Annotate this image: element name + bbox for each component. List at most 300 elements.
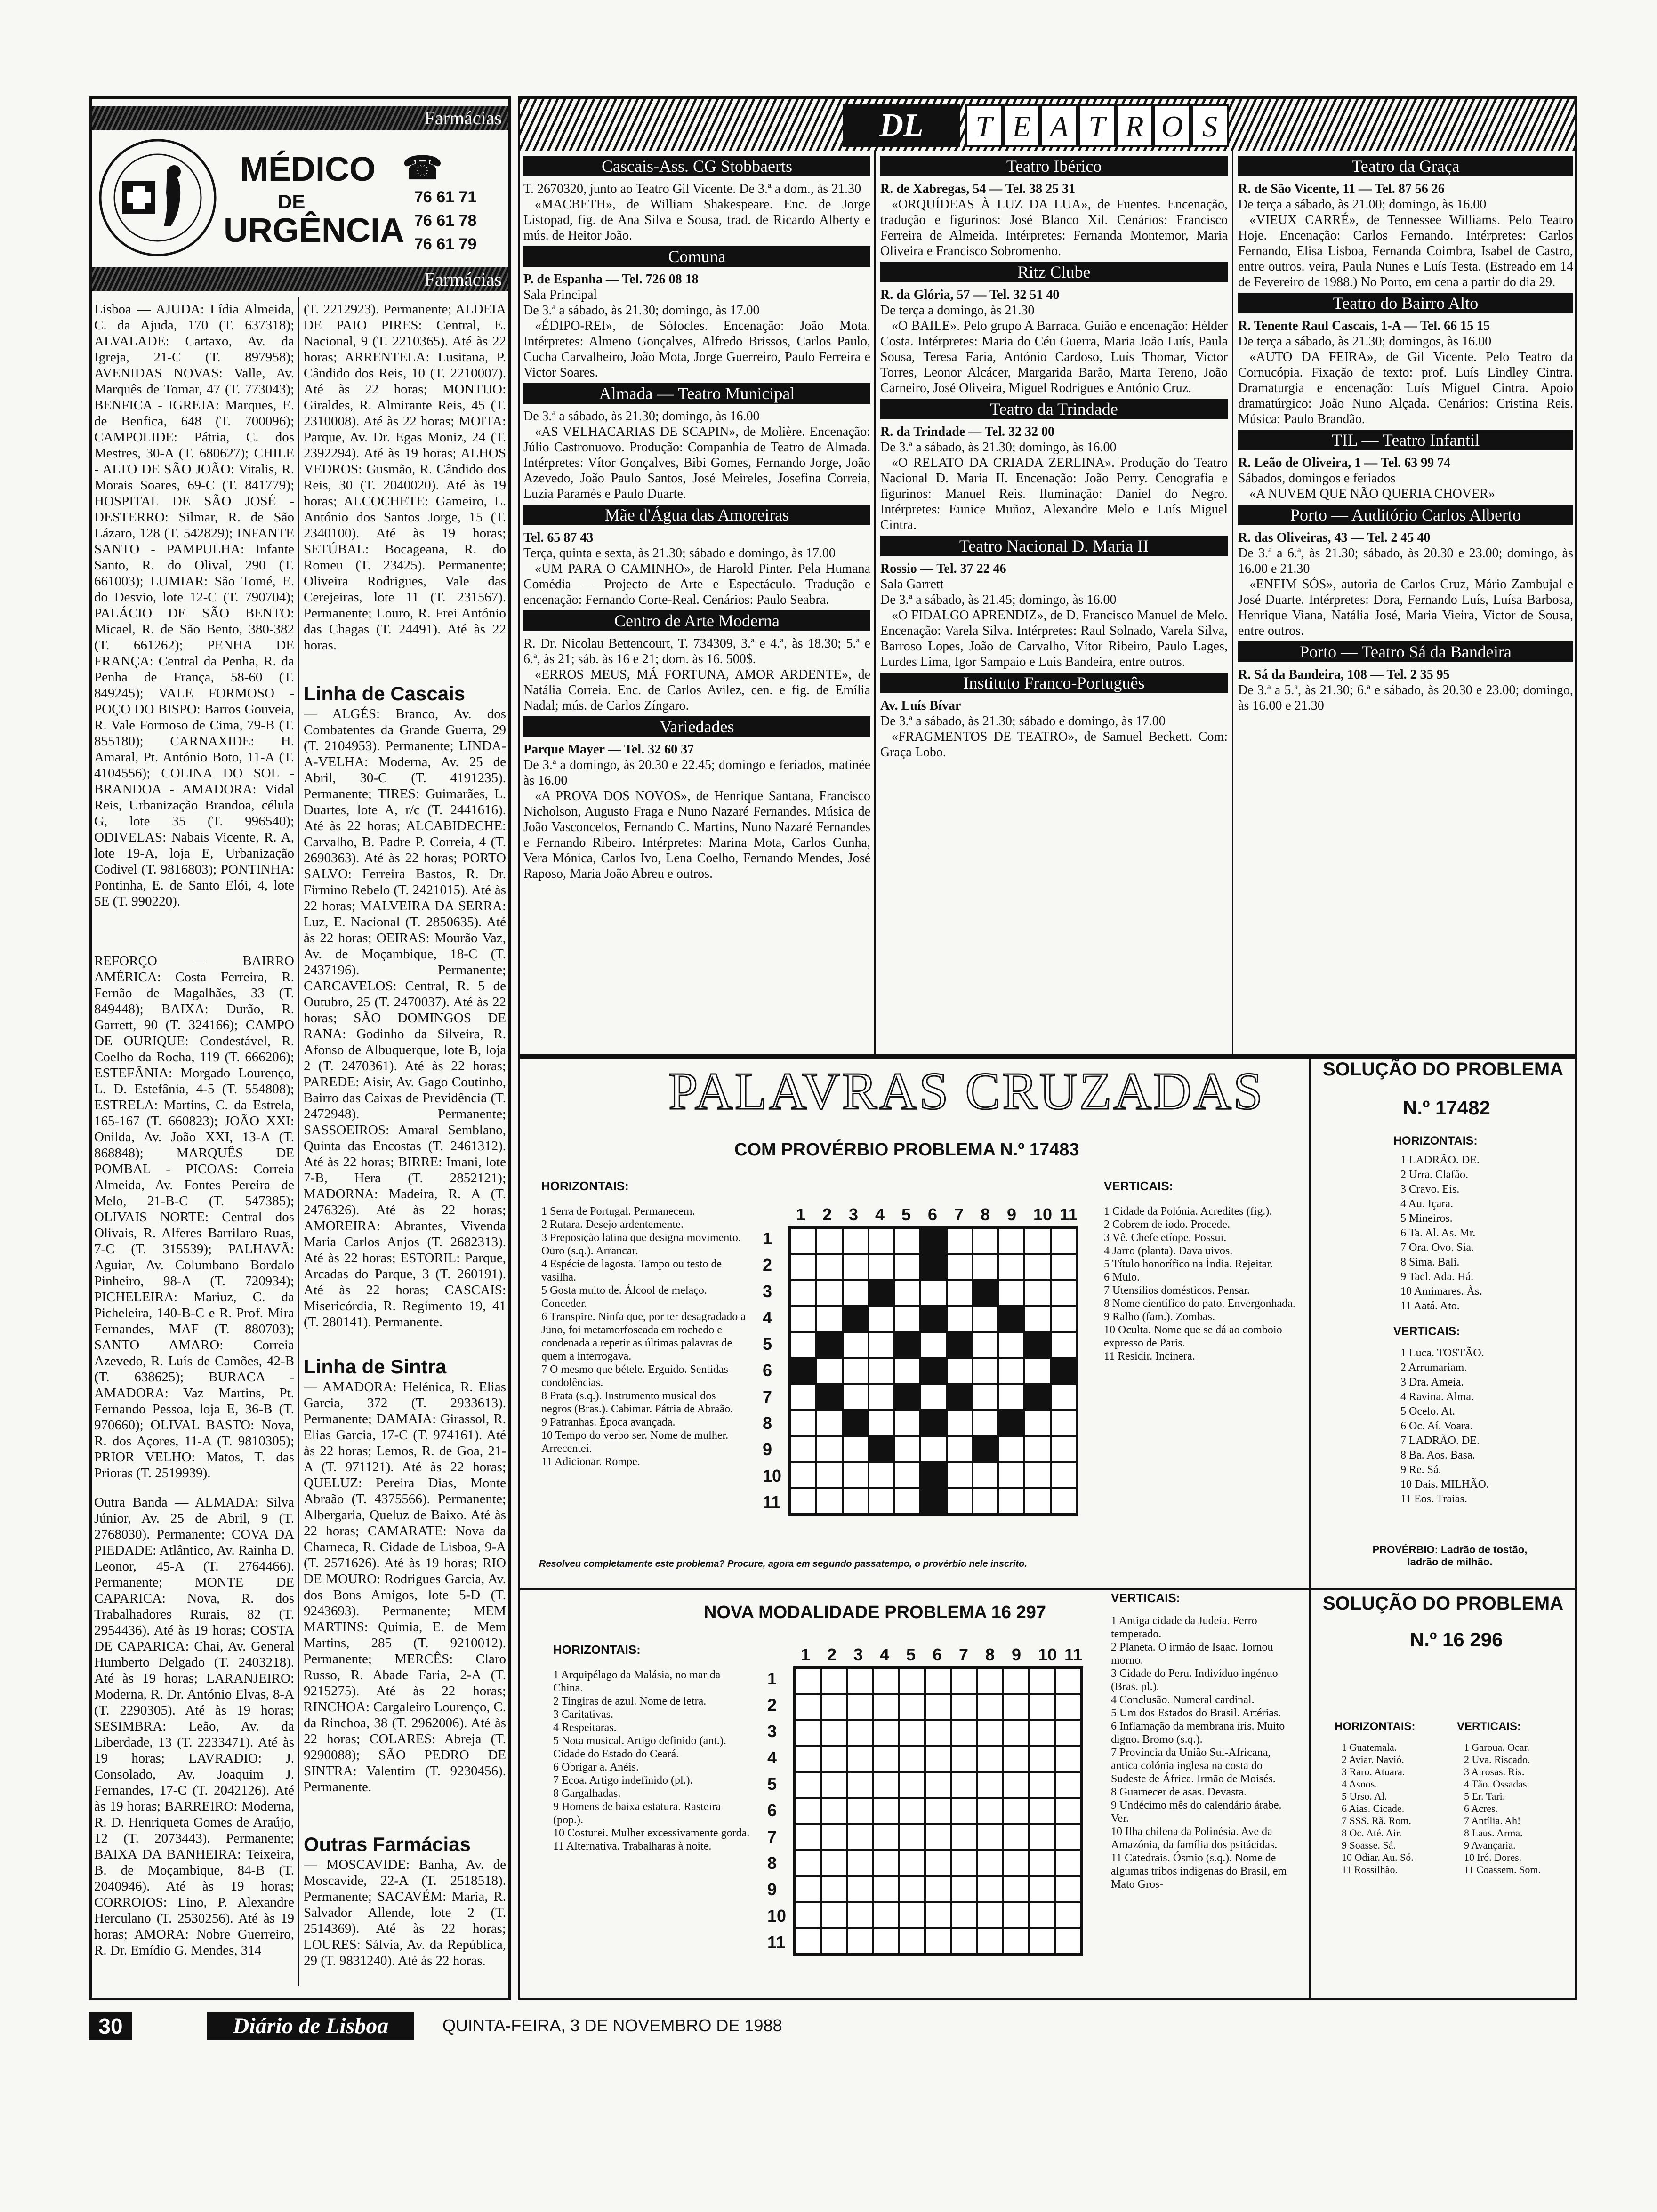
white-cell[interactable] xyxy=(899,1876,925,1902)
white-cell[interactable] xyxy=(1003,1850,1029,1876)
white-cell[interactable] xyxy=(1051,1410,1077,1436)
white-cell[interactable] xyxy=(973,1306,998,1332)
white-cell[interactable] xyxy=(951,1668,977,1694)
white-cell[interactable] xyxy=(869,1410,894,1436)
white-cell[interactable] xyxy=(947,1254,973,1280)
p1-horizontais-label: HORIZONTAIS: xyxy=(541,1179,629,1193)
white-cell[interactable] xyxy=(1003,1720,1029,1746)
farmacias-header-top: Farmácias xyxy=(92,106,508,130)
white-cell[interactable] xyxy=(847,1720,873,1746)
white-cell[interactable] xyxy=(821,1694,847,1720)
white-cell[interactable] xyxy=(1055,1928,1081,1954)
white-cell[interactable] xyxy=(951,1928,977,1954)
white-cell[interactable] xyxy=(790,1436,816,1462)
white-cell[interactable] xyxy=(973,1358,998,1384)
theatre-text: De 3.ª a 5.ª, às 21.30; 6.ª e sábado, às 20.30 e 23.00; domingo, às 16.00 e 21.30 xyxy=(1238,683,1573,713)
white-cell[interactable] xyxy=(1029,1694,1055,1720)
white-cell[interactable] xyxy=(951,1850,977,1876)
white-cell[interactable] xyxy=(998,1436,1024,1462)
clue: 1 Serra de Portugal. Permanecem. xyxy=(541,1205,695,1218)
solution-entry: 11 Rossilhão. xyxy=(1342,1864,1398,1875)
white-cell[interactable] xyxy=(821,1772,847,1798)
white-cell[interactable] xyxy=(1029,1798,1055,1824)
white-cell[interactable] xyxy=(1055,1850,1081,1876)
black-cell[interactable] xyxy=(920,1358,946,1384)
theatre-header: Mãe d'Água das Amoreiras xyxy=(523,505,870,525)
white-cell[interactable] xyxy=(925,1798,951,1824)
white-cell[interactable] xyxy=(869,1228,894,1254)
white-cell[interactable] xyxy=(1003,1876,1029,1902)
white-cell[interactable] xyxy=(843,1332,869,1358)
clue: 1 Arquipélago da Malásia, no mar da China. xyxy=(553,1669,721,1694)
white-cell[interactable] xyxy=(1003,1798,1029,1824)
white-cell[interactable] xyxy=(977,1720,1003,1746)
white-cell[interactable] xyxy=(847,1902,873,1928)
white-cell[interactable] xyxy=(1024,1488,1050,1514)
white-cell[interactable] xyxy=(998,1228,1024,1254)
white-cell[interactable] xyxy=(843,1254,869,1280)
white-cell[interactable] xyxy=(998,1384,1024,1410)
white-cell[interactable] xyxy=(843,1280,869,1306)
white-cell[interactable] xyxy=(795,1720,821,1746)
white-cell[interactable] xyxy=(873,1720,899,1746)
black-cell[interactable] xyxy=(920,1410,946,1436)
white-cell[interactable] xyxy=(795,1746,821,1772)
white-cell[interactable] xyxy=(821,1876,847,1902)
palavras-cruzadas-title: PALAVRAS CRUZADAS xyxy=(668,1062,1265,1121)
grid-column-number: 9 xyxy=(1012,1645,1022,1664)
theatre-address: R. da Trindade — Tel. 32 32 00 xyxy=(880,425,1055,439)
white-cell[interactable] xyxy=(790,1488,816,1514)
white-cell[interactable] xyxy=(1055,1798,1081,1824)
black-cell[interactable] xyxy=(894,1332,920,1358)
clue: 3 Cidade do Peru. Indivíduo ingénuo (Bras. pl.). xyxy=(1111,1667,1278,1693)
white-cell[interactable] xyxy=(977,1902,1003,1928)
theatre-text: T. 2670320, junto ao Teatro Gil Vicente. De 3.ª a dom., às 21.30 xyxy=(523,182,861,196)
white-cell[interactable] xyxy=(816,1228,842,1254)
white-cell[interactable] xyxy=(925,1824,951,1850)
white-cell[interactable] xyxy=(894,1436,920,1462)
white-cell[interactable] xyxy=(973,1384,998,1410)
white-cell[interactable] xyxy=(973,1254,998,1280)
white-cell[interactable] xyxy=(998,1254,1024,1280)
white-cell[interactable] xyxy=(847,1694,873,1720)
white-cell[interactable] xyxy=(873,1772,899,1798)
white-cell[interactable] xyxy=(925,1902,951,1928)
white-cell[interactable] xyxy=(1055,1694,1081,1720)
grid-column-number: 4 xyxy=(880,1645,890,1664)
theatre-address: Parque Mayer — Tel. 32 60 37 xyxy=(523,742,694,757)
clue: 3 Vê. Chefe etíope. Possui. xyxy=(1104,1232,1227,1244)
white-cell[interactable] xyxy=(1029,1668,1055,1694)
white-cell[interactable] xyxy=(973,1228,998,1254)
white-cell[interactable] xyxy=(899,1850,925,1876)
white-cell[interactable] xyxy=(795,1902,821,1928)
white-cell[interactable] xyxy=(873,1668,899,1694)
white-cell[interactable] xyxy=(1051,1306,1077,1332)
white-cell[interactable] xyxy=(790,1306,816,1332)
black-cell[interactable] xyxy=(973,1436,998,1462)
grid-column-number: 3 xyxy=(853,1645,863,1664)
theatre-text: Sala Garrett xyxy=(880,577,944,592)
p2-horizontais-list xyxy=(553,1668,751,1853)
white-cell[interactable] xyxy=(869,1462,894,1488)
white-cell[interactable] xyxy=(947,1228,973,1254)
white-cell[interactable] xyxy=(977,1668,1003,1694)
black-cell[interactable] xyxy=(816,1384,842,1410)
clue: 10 Tempo do verbo ser. Nome de mulher. Arrecenteí. xyxy=(541,1429,729,1455)
white-cell[interactable] xyxy=(790,1254,816,1280)
white-cell[interactable] xyxy=(1029,1876,1055,1902)
white-cell[interactable] xyxy=(947,1436,973,1462)
white-cell[interactable] xyxy=(869,1358,894,1384)
white-cell[interactable] xyxy=(947,1488,973,1514)
white-cell[interactable] xyxy=(977,1824,1003,1850)
white-cell[interactable] xyxy=(1003,1928,1029,1954)
white-cell[interactable] xyxy=(1029,1902,1055,1928)
white-cell[interactable] xyxy=(998,1358,1024,1384)
white-cell[interactable] xyxy=(873,1850,899,1876)
white-cell[interactable] xyxy=(821,1720,847,1746)
black-cell[interactable] xyxy=(920,1462,946,1488)
white-cell[interactable] xyxy=(894,1228,920,1254)
white-cell[interactable] xyxy=(977,1798,1003,1824)
white-cell[interactable] xyxy=(951,1824,977,1850)
white-cell[interactable] xyxy=(925,1928,951,1954)
white-cell[interactable] xyxy=(843,1384,869,1410)
white-cell[interactable] xyxy=(847,1798,873,1824)
theatre-header: Porto — Auditório Carlos Alberto xyxy=(1238,505,1573,525)
white-cell[interactable] xyxy=(1024,1306,1050,1332)
white-cell[interactable] xyxy=(920,1280,946,1306)
teatros-column-2 xyxy=(880,153,1228,1054)
white-cell[interactable] xyxy=(951,1902,977,1928)
white-cell[interactable] xyxy=(795,1876,821,1902)
white-cell[interactable] xyxy=(894,1280,920,1306)
white-cell[interactable] xyxy=(821,1798,847,1824)
theatre-text: De terça a sábado, às 21.00; domingo, às 16.00 xyxy=(1238,197,1487,212)
theatre-text: «ENFIM SÓS», autoria de Carlos Cruz, Mário Zambujal e José Duarte. Intérpretes: Dora, Fernando Luís, Luísa Barbosa, Henrique Viana, Natália José, Maria Vieira, Victor de Sousa, entre outros. xyxy=(1238,577,1573,638)
white-cell[interactable] xyxy=(1055,1772,1081,1798)
white-cell[interactable] xyxy=(977,1928,1003,1954)
white-cell[interactable] xyxy=(1029,1850,1055,1876)
white-cell[interactable] xyxy=(1055,1876,1081,1902)
white-cell[interactable] xyxy=(873,1746,899,1772)
white-cell[interactable] xyxy=(899,1928,925,1954)
white-cell[interactable] xyxy=(821,1668,847,1694)
white-cell[interactable] xyxy=(894,1254,920,1280)
white-cell[interactable] xyxy=(1003,1772,1029,1798)
solution-entry: 2 Arrumariam. xyxy=(1400,1362,1467,1374)
white-cell[interactable] xyxy=(795,1928,821,1954)
medico-urgencia-box xyxy=(92,132,508,266)
white-cell[interactable] xyxy=(816,1488,842,1514)
white-cell[interactable] xyxy=(973,1410,998,1436)
white-cell[interactable] xyxy=(894,1358,920,1384)
white-cell[interactable] xyxy=(1055,1668,1081,1694)
solution1-title: SOLUÇÃO DO PROBLEMA xyxy=(1323,1059,1564,1080)
white-cell[interactable] xyxy=(821,1928,847,1954)
white-cell[interactable] xyxy=(847,1668,873,1694)
black-cell[interactable] xyxy=(947,1384,973,1410)
white-cell[interactable] xyxy=(843,1436,869,1462)
white-cell[interactable] xyxy=(973,1332,998,1358)
black-cell[interactable] xyxy=(869,1436,894,1462)
white-cell[interactable] xyxy=(873,1824,899,1850)
white-cell[interactable] xyxy=(816,1280,842,1306)
white-cell[interactable] xyxy=(816,1462,842,1488)
white-cell[interactable] xyxy=(1029,1928,1055,1954)
black-cell[interactable] xyxy=(1024,1332,1050,1358)
grid-row-number: 6 xyxy=(767,1801,777,1820)
theatre-text: Sala Principal xyxy=(523,288,597,302)
white-cell[interactable] xyxy=(920,1332,946,1358)
white-cell[interactable] xyxy=(973,1462,998,1488)
white-cell[interactable] xyxy=(899,1746,925,1772)
white-cell[interactable] xyxy=(821,1902,847,1928)
grid-column-number: 10 xyxy=(1033,1205,1053,1224)
solution-entry: 5 Mineiros. xyxy=(1400,1212,1453,1225)
theatre-address: R. Leão de Oliveira, 1 — Tel. 63 99 74 xyxy=(1238,456,1451,470)
white-cell[interactable] xyxy=(1051,1384,1077,1410)
white-cell[interactable] xyxy=(951,1694,977,1720)
white-cell[interactable] xyxy=(977,1876,1003,1902)
black-cell[interactable] xyxy=(1024,1384,1050,1410)
white-cell[interactable] xyxy=(1055,1824,1081,1850)
theatre-header: TIL — Teatro Infantil xyxy=(1238,430,1573,450)
white-cell[interactable] xyxy=(899,1694,925,1720)
white-cell[interactable] xyxy=(873,1876,899,1902)
white-cell[interactable] xyxy=(795,1772,821,1798)
white-cell[interactable] xyxy=(951,1746,977,1772)
white-cell[interactable] xyxy=(843,1228,869,1254)
white-cell[interactable] xyxy=(869,1332,894,1358)
theatre-text: De 3.ª a domingo, às 20.30 e 22.45; domingo e feriados, matinée às 16.00 xyxy=(523,758,870,788)
white-cell[interactable] xyxy=(1029,1772,1055,1798)
white-cell[interactable] xyxy=(847,1772,873,1798)
white-cell[interactable] xyxy=(795,1668,821,1694)
white-cell[interactable] xyxy=(947,1410,973,1436)
white-cell[interactable] xyxy=(790,1332,816,1358)
solution1-horizontais xyxy=(1400,1153,1542,1314)
p1-verticais-label: VERTICAIS: xyxy=(1104,1179,1174,1193)
white-cell[interactable] xyxy=(847,1746,873,1772)
grid-column-number: 2 xyxy=(827,1645,837,1664)
white-cell[interactable] xyxy=(925,1772,951,1798)
crossword-grid-1 xyxy=(763,1205,1092,1525)
black-cell[interactable] xyxy=(920,1488,946,1514)
white-cell[interactable] xyxy=(894,1410,920,1436)
white-cell[interactable] xyxy=(1055,1902,1081,1928)
white-cell[interactable] xyxy=(816,1410,842,1436)
white-cell[interactable] xyxy=(977,1772,1003,1798)
white-cell[interactable] xyxy=(1055,1720,1081,1746)
p1-verticais-list xyxy=(1104,1205,1297,1363)
white-cell[interactable] xyxy=(899,1668,925,1694)
white-cell[interactable] xyxy=(894,1488,920,1514)
white-cell[interactable] xyxy=(847,1824,873,1850)
solution-entry: 11 Aatá. Ato. xyxy=(1400,1300,1460,1312)
white-cell[interactable] xyxy=(843,1488,869,1514)
white-cell[interactable] xyxy=(951,1798,977,1824)
solution-entry: 4 Au. Içara. xyxy=(1400,1198,1453,1210)
theatre-text: De 3.ª a 6.ª, às 21.30; sábado, às 20.30 e 23.00; domingo, às 16.00 e 21.30 xyxy=(1238,546,1573,576)
black-cell[interactable] xyxy=(790,1358,816,1384)
white-cell[interactable] xyxy=(1051,1280,1077,1306)
white-cell[interactable] xyxy=(894,1306,920,1332)
black-cell[interactable] xyxy=(920,1228,946,1254)
white-cell[interactable] xyxy=(1051,1254,1077,1280)
white-cell[interactable] xyxy=(899,1824,925,1850)
white-cell[interactable] xyxy=(843,1358,869,1384)
white-cell[interactable] xyxy=(847,1928,873,1954)
white-cell[interactable] xyxy=(951,1720,977,1746)
white-cell[interactable] xyxy=(873,1928,899,1954)
solution-entry: 10 Odiar. Au. Só. xyxy=(1342,1851,1414,1863)
solution-entry: 4 Ravina. Alma. xyxy=(1400,1391,1474,1403)
white-cell[interactable] xyxy=(977,1746,1003,1772)
white-cell[interactable] xyxy=(873,1798,899,1824)
white-cell[interactable] xyxy=(790,1462,816,1488)
white-cell[interactable] xyxy=(925,1668,951,1694)
theatre-text: «ORQUÍDEAS À LUZ DA LUA», de Fuentes. Encenação, tradução e figurinos: José Blanco Xil. Cenários: Francisco Ferreira de Almeida. Intérpretes: Fernanda Montemor, Maria Oliveira e Francisco Sobromenho. xyxy=(880,197,1228,258)
white-cell[interactable] xyxy=(821,1824,847,1850)
white-cell[interactable] xyxy=(899,1902,925,1928)
white-cell[interactable] xyxy=(925,1720,951,1746)
white-cell[interactable] xyxy=(847,1850,873,1876)
theatre-header: Instituto Franco-Português xyxy=(880,673,1228,693)
white-cell[interactable] xyxy=(1029,1824,1055,1850)
white-cell[interactable] xyxy=(1024,1358,1050,1384)
linha-sintra-title: Linha de Sintra xyxy=(304,1355,447,1378)
farmacias-col2-text: (T. 2212923). Permanente; ALDEIA DE PAIO PIRES: Central, E. Nacional, 9 (T. 2210365). Até às 22 horas; ARRENTELA: Lusitana, P. Cândido dos Reis, 10 (T. 2210007). Até às 22 horas; MONTIJO: Giraldes, R. Almirante Reis, 45 (T. 2310008). Até às 22 horas; MOITA: Parque, Av. Dr. Egas Moniz, 24 (T. 2392294). Até às 19 horas; ALHOS VEDROS: Gusmão, R. Cândido dos Reis, 30 (T. 2040020). Até às 19 horas; ALCOCHETE: Gameiro, L. António dos Santos Jorge, 15 (T. 2340100). Até às 19 horas; SETÚBAL: Bocageana, R. do Romeu (T. 23425). Permanente; Oliveira Rodrigues, Vale das Cerejeiras, lote 11 (T. 231567). Permanente; Louro, R. Frei António das Chagas (T. 24491). Até às 22 horas. xyxy=(304,302,506,653)
solution-entry: 2 Aviar. Navió. xyxy=(1342,1754,1404,1765)
white-cell[interactable] xyxy=(790,1280,816,1306)
clue: 5 Gosta muito de. Álcool de melaço. Conceder. xyxy=(541,1284,707,1310)
black-cell[interactable] xyxy=(998,1306,1024,1332)
white-cell[interactable] xyxy=(998,1462,1024,1488)
white-cell[interactable] xyxy=(1024,1462,1050,1488)
white-cell[interactable] xyxy=(977,1694,1003,1720)
white-cell[interactable] xyxy=(1003,1824,1029,1850)
white-cell[interactable] xyxy=(977,1850,1003,1876)
white-cell[interactable] xyxy=(821,1850,847,1876)
white-cell[interactable] xyxy=(1003,1746,1029,1772)
grid-row-number: 9 xyxy=(767,1880,777,1899)
white-cell[interactable] xyxy=(847,1876,873,1902)
white-cell[interactable] xyxy=(816,1436,842,1462)
white-cell[interactable] xyxy=(1003,1902,1029,1928)
black-cell[interactable] xyxy=(1051,1358,1077,1384)
white-cell[interactable] xyxy=(894,1462,920,1488)
white-cell[interactable] xyxy=(925,1746,951,1772)
black-cell[interactable] xyxy=(843,1410,869,1436)
black-cell[interactable] xyxy=(869,1280,894,1306)
black-cell[interactable] xyxy=(920,1254,946,1280)
white-cell[interactable] xyxy=(1003,1694,1029,1720)
white-cell[interactable] xyxy=(947,1280,973,1306)
white-cell[interactable] xyxy=(947,1462,973,1488)
white-cell[interactable] xyxy=(1029,1720,1055,1746)
white-cell[interactable] xyxy=(821,1746,847,1772)
black-cell[interactable] xyxy=(973,1280,998,1306)
white-cell[interactable] xyxy=(790,1410,816,1436)
white-cell[interactable] xyxy=(998,1488,1024,1514)
black-cell[interactable] xyxy=(894,1384,920,1410)
white-cell[interactable] xyxy=(1003,1668,1029,1694)
white-cell[interactable] xyxy=(1024,1410,1050,1436)
white-cell[interactable] xyxy=(869,1254,894,1280)
black-cell[interactable] xyxy=(843,1306,869,1332)
white-cell[interactable] xyxy=(925,1850,951,1876)
white-cell[interactable] xyxy=(899,1772,925,1798)
white-cell[interactable] xyxy=(973,1488,998,1514)
white-cell[interactable] xyxy=(899,1798,925,1824)
white-cell[interactable] xyxy=(816,1306,842,1332)
theatre-text: De 3.ª a sábado, às 21.30; domingo, às 17.00 xyxy=(523,303,760,318)
white-cell[interactable] xyxy=(998,1280,1024,1306)
white-cell[interactable] xyxy=(1055,1746,1081,1772)
white-cell[interactable] xyxy=(843,1462,869,1488)
white-cell[interactable] xyxy=(795,1798,821,1824)
white-cell[interactable] xyxy=(951,1876,977,1902)
white-cell[interactable] xyxy=(920,1436,946,1462)
white-cell[interactable] xyxy=(1051,1462,1077,1488)
white-cell[interactable] xyxy=(947,1358,973,1384)
white-cell[interactable] xyxy=(1051,1488,1077,1514)
white-cell[interactable] xyxy=(869,1488,894,1514)
solution-entry: 9 Re. Sá. xyxy=(1400,1464,1441,1476)
grid-row-number: 8 xyxy=(767,1853,777,1873)
white-cell[interactable] xyxy=(790,1384,816,1410)
white-cell[interactable] xyxy=(1024,1436,1050,1462)
white-cell[interactable] xyxy=(947,1306,973,1332)
black-cell[interactable] xyxy=(947,1332,973,1358)
white-cell[interactable] xyxy=(816,1254,842,1280)
white-cell[interactable] xyxy=(869,1384,894,1410)
white-cell[interactable] xyxy=(1029,1746,1055,1772)
solution-entry: 5 Ocelo. At. xyxy=(1400,1405,1455,1418)
white-cell[interactable] xyxy=(1051,1228,1077,1254)
white-cell[interactable] xyxy=(899,1720,925,1746)
white-cell[interactable] xyxy=(1051,1332,1077,1358)
white-cell[interactable] xyxy=(795,1824,821,1850)
white-cell[interactable] xyxy=(795,1694,821,1720)
white-cell[interactable] xyxy=(869,1306,894,1332)
white-cell[interactable] xyxy=(925,1694,951,1720)
white-cell[interactable] xyxy=(1024,1228,1050,1254)
black-cell[interactable] xyxy=(920,1306,946,1332)
white-cell[interactable] xyxy=(816,1358,842,1384)
grid-column-number: 7 xyxy=(954,1205,964,1224)
white-cell[interactable] xyxy=(790,1228,816,1254)
white-cell[interactable] xyxy=(920,1384,946,1410)
white-cell[interactable] xyxy=(951,1772,977,1798)
grid-column-number: 9 xyxy=(1007,1205,1017,1224)
white-cell[interactable] xyxy=(1024,1254,1050,1280)
white-cell[interactable] xyxy=(1024,1280,1050,1306)
phone-1: 76 61 71 xyxy=(414,188,477,206)
white-cell[interactable] xyxy=(873,1902,899,1928)
white-cell[interactable] xyxy=(795,1850,821,1876)
phone-2: 76 61 78 xyxy=(414,212,477,230)
white-cell[interactable] xyxy=(998,1332,1024,1358)
white-cell[interactable] xyxy=(873,1694,899,1720)
black-cell[interactable] xyxy=(816,1332,842,1358)
white-cell[interactable] xyxy=(925,1876,951,1902)
black-cell[interactable] xyxy=(998,1410,1024,1436)
white-cell[interactable] xyxy=(1051,1436,1077,1462)
